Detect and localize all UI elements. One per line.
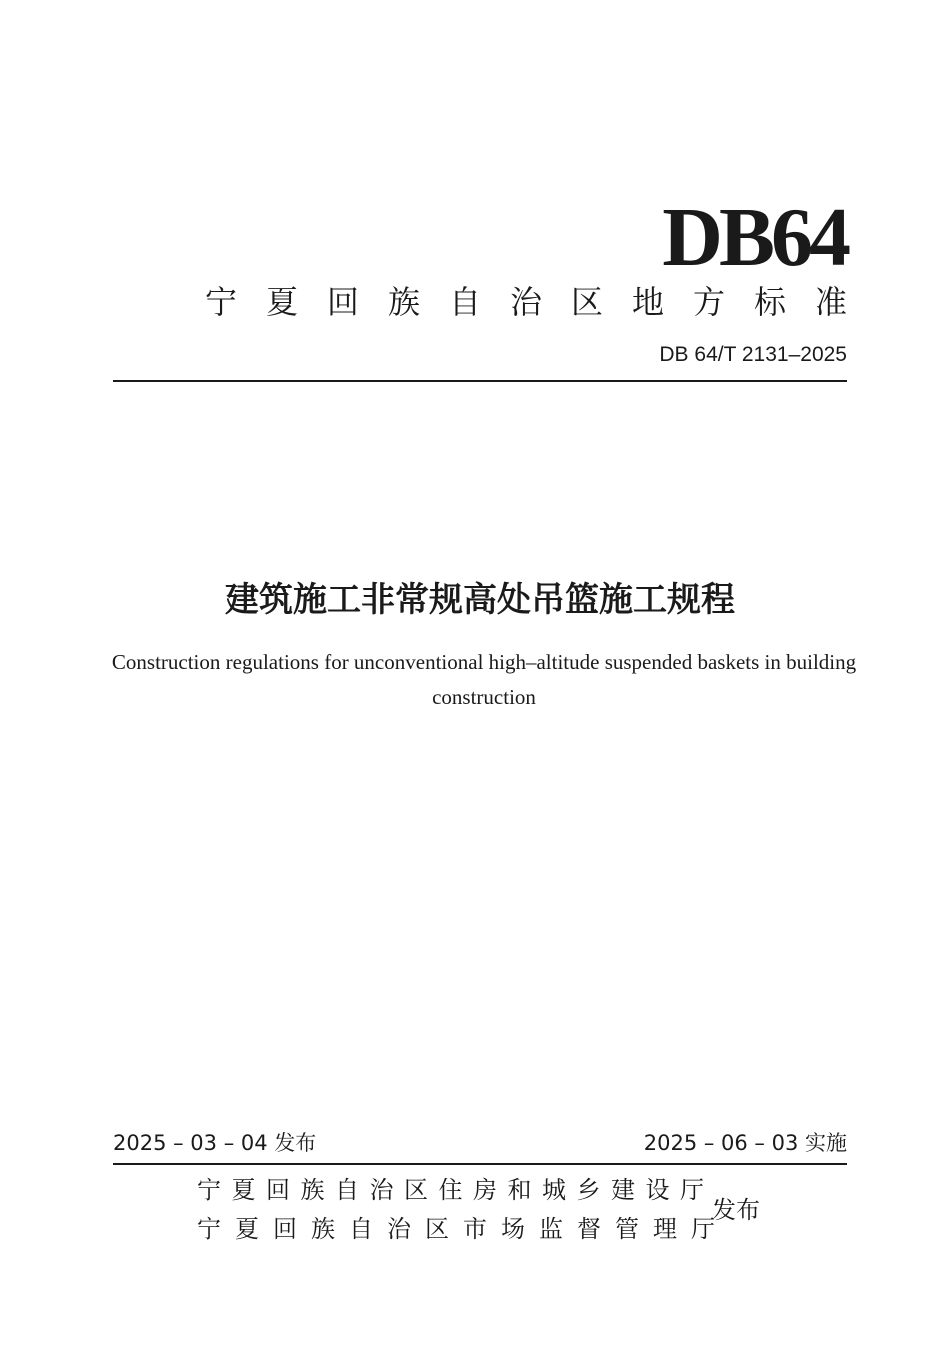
standard-number: DB 64/T 2131–2025 — [659, 343, 847, 366]
issued-by-label: 发布 — [712, 1196, 760, 1224]
bottom-divider — [113, 1163, 847, 1165]
effective-date: 2025 – 06 – 03 实施 — [643, 1131, 847, 1155]
issue-date: 2025 – 03 – 04 发布 — [113, 1131, 317, 1155]
document-title-english: Construction regulations for unconventional high–altitude suspended baskets in building construction — [111, 650, 857, 709]
issuer-market-regulation: 宁夏回族自治区市场监督管理厅 — [197, 1215, 729, 1243]
issuer-housing-department: 宁夏回族自治区住房和城乡建设厅 — [197, 1176, 715, 1204]
standard-category: 宁夏回族自治区地方标准 — [204, 283, 876, 321]
standard-code-large: DB64 — [662, 191, 847, 284]
document-title-chinese: 建筑施工非常规高处吊篮施工规程 — [225, 580, 735, 620]
top-divider — [113, 380, 847, 382]
